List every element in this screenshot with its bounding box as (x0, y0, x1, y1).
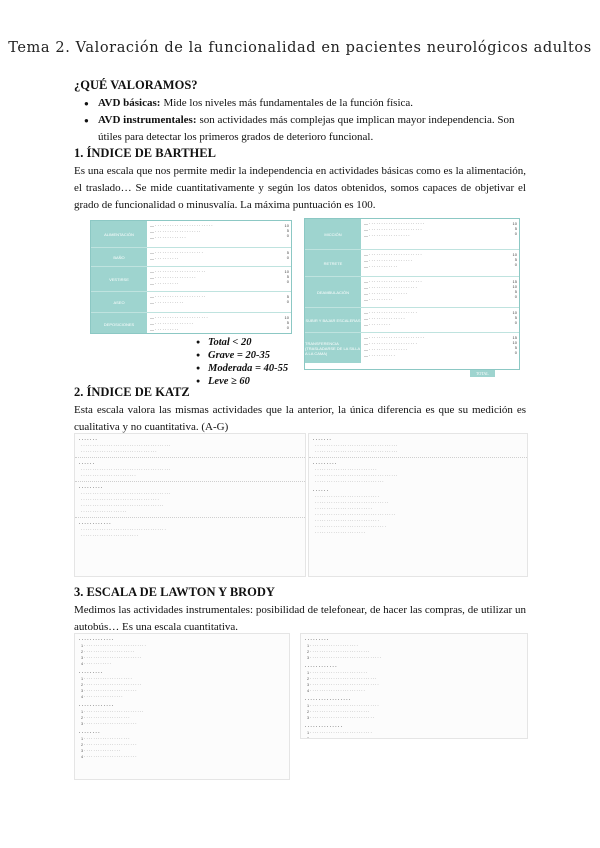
level-item: ● Leve ≥ 60 (196, 375, 288, 388)
barthel-label: MICCIÓN (305, 219, 361, 249)
barthel-total-label: TOTAL (470, 370, 495, 377)
katz-table-image: · · · · · · · · · · · · · · · · · · · · · · · · · · · · · · · · · · · · · · · · · · · · · · · · · · · · · · · · · · · · · · · · · · · · · · · · · · · · · · · · · · · · · · · · · · · · · · · · · · · · · · · · · · · · · · · · · · · · · · · · · · · · · · · · · · · · · · · · · · · · · · · · · · · · · · · · · · · · · · · · · · · · · · · · · · · · · · · · · · · · · · · · · · · · · · · · · · · · · · · · · · · · · · · · · · · · · · · · · · · · · · · · · · · · · · · · · · · · · · · · · · · · · · · · · · · · · · · · · · · · · · · · · · · · · · · · · · · · · · · · · · · · · · · · · · · · · · · · · · · · · · · · · · · · · · · · · · · · · · · · · · · · · · · · · · · · · · · · · · · · · · · · · · · · · · · · · · · · · · · · (74, 433, 306, 577)
item-text: Mide los niveles más fundamentales de la función física. (163, 97, 414, 109)
heading-lawton-brody: 3. ESCALA DE LAWTON Y BRODY (74, 585, 275, 599)
barthel-paragraph: Es una escala que nos permite medir la independencia en actividades básicas como es la alimentación, el traslado… Se mide cuantitativamente y según los datos obtenidos, somos capaces de objetivar el grado de funcionalidad o minusvalía. La máxima puntuación es 100. (74, 165, 526, 211)
barthel-label: TRANSFERENCIA (TRASLADARSE DE LA SILLA A LA CAMA) (305, 333, 361, 363)
katz-paragraph: Esta escala valora las mismas actividades que la anterior, la única diferencia es que su medición es cualitativa y no cuantitativa. (A-G) (74, 404, 526, 433)
item-text: son actividades más complejas que implican mayor independencia. Son útiles para detectar los primeros grados de deterioro funcional. (98, 114, 515, 143)
katz-table-image-right: · · · · · · · · · · · · · · · · · · · · · · · · · · · · · · · · · · · · · · · · · · · · · · · · · · · · · · · · · · · · · · · · · · · · · · · · · · · · · · · · · · · · · · · · · · · · · · · · · · · · · · · · · · · · · · · · · · · · · · · · · · · · · · · · · · · · · · · · · · · · · · · · · · · · · · · · · · · · · · · · · · · · · · · · · · · · · · · · · · · · · · · · · · · · · · · · · · · · · · · · · · · · · · · · · · · · · · · · · · · · · · · · · · · · · · · · · · · · · · · · · · · · · · · · · · · · · · · · · · · · · · · · · · · · · · · · · · · · · · · · · · · · · · · · · · · · · · · · · · · · · · · · · · · · · · · · · · · · · · · · · · · · · · · · · · · · · · · · · · · · · · · · · · · · · · · · · · · · · · · · · · · · · · · · · · · · · · · · · · · · · · · · · · · · (308, 433, 528, 577)
level-item: ● Moderada = 40-55 (196, 362, 288, 375)
barthel-label: RETRETE (305, 250, 361, 276)
barthel-label: ALIMENTACIÓN (91, 221, 147, 247)
barthel-label: VESTIRSE (91, 267, 147, 291)
barthel-label: DEAMBULACIÓN (305, 277, 361, 307)
item-label: AVD básicas: (98, 97, 161, 109)
barthel-label: SUBIR Y BAJAR ESCALERAS (305, 308, 361, 332)
barthel-table-right: MICCIÓN — · · · · · · · · · · · · · · · · · · · · · · · — · · · · · · · · · · · · · · · · · · · · · · — · · · · · · · · · · · · · · · · · 10 5 0 RETRETE — · · · · · · · · · · · · · · · · · · · · · · — · · · · · · · · · · · · · · · · · · — · · · · · · · · · · · · 10 5 0 DEAMBULACIÓN — · · · · · · · · · · · · · · · · · · · · · · — · · · · · · · · · · · · · · · · · · · · — · · · · · · · · · · · · · · · · — · · · · · · · · · · 15 10 5 0 SUBIR Y BAJAR ESCALERAS — · · · · · · · · · · · · · · · · · · · · — · · · · · · · · · · · · · · · — · · · · · · · · · 10 5 0 TRANSFERENCIA (TRASLADARSE DE LA SILLA A LA CAMA) — · · · · · · · · · · · · · · · · · · · · · · · — · · · · · · · · · · · · · · · · · · · · — · · · · · · · · · · · · · · · · — · · · · · · · · · · · 15 10 5 0 (304, 218, 520, 370)
heading-barthel: 1. ÍNDICE DE BARTHEL (74, 146, 216, 160)
list-item (84, 112, 534, 146)
barthel-label: BAÑO (91, 248, 147, 266)
assessment-list (84, 95, 534, 146)
item-label: AVD instrumentales: (98, 114, 197, 126)
page-title: Tema 2. Valoración de la funcionalidad en pacientes neurológicos adultos (8, 40, 592, 56)
barthel-table-left: ALIMENTACIÓN — · · · · · · · · · · · · · · · · · · · · · · · · — · · · · · · · · · · · · · · · · · · · — · · · · · · · · · · · · · 10 5 0 BAÑO — · · · · · · · · · · · · · · · · · · · · — · · · · · · · · · · 5 0 VESTIRSE — · · · · · · · · · · · · · · · · · · · · · — · · · · · · · · · · · · · · · · · — · · · · · · · · · · 10 5 0 ASEO — · · · · · · · · · · · · · · · · · · · · · — · · · · · · · · · · · · 5 0 DEPOSICIONES — · · · · · · · · · · · · · · · · · · · · · · — · · · · · · · · · · · · · · · · — · · · · · · · · · · 10 5 0 (90, 220, 292, 334)
lawton-paragraph: Medimos las actividades instrumentales: posibilidad de telefonear, de hacer las compras, de utilizar un autobús… Es una escala cuantitativa. (74, 604, 526, 633)
barthel-levels (196, 336, 288, 388)
level-item: ● Total < 20 (196, 336, 288, 349)
barthel-label: ASEO (91, 292, 147, 312)
list-item (84, 95, 534, 112)
heading-what-we-assess: ¿QUÉ VALORAMOS? (74, 78, 198, 92)
lawton-table-image-right: · · · · · · · · · 1 · · · · · · · · · · · · · · · · · · · · · 2 · · · · · · · · · · · · · · · · · · · · · · · · · · 3 · · · · · · · · · · · · · · · · · · · · · · · · · · · · · · · · · · · · · · · · · · · 1 · · · · · · · · · · · · · · · · · · · · · · · · · 2 · · · · · · · · · · · · · · · · · · · · · · · · · · · · · 3 · · · · · · · · · · · · · · · · · · · · · · · · · · · · · · 4 · · · · · · · · · · · · · · · · · · · · · · · · · · · · · · · · · · · · · · · · · 1 · · · · · · · · · · · · · · · · · · · · · · · · · · · · · · 2 · · · · · · · · · · · · · · · · · · · · · · · · · · 3 · · · · · · · · · · · · · · · · · · · · · · · · · · · · · · · · · · · · · · · · · · 1 · · · · · · · · · · · · · · · · · · · · · · · · · · · 2 · · · · · · · · · · · · · · · · · · · · · · · · · · · · · · (300, 633, 528, 739)
lawton-table-image: · · · · · · · · · · · · · 1 · · · · · · · · · · · · · · · · · · · · · · · · · · · 2 · · · · · · · · · · · · · · · · · · · · · · 3 · · · · · · · · · · · · · · · · · · · · · · · · · 4 · · · · · · · · · · · · · · · · · · · · · 1 · · · · · · · · · · · · · · · · · · · · · 2 · · · · · · · · · · · · · · · · · · · · · · · · · 3 · · · · · · · · · · · · · · · · · · · · · · · 4 · · · · · · · · · · · · · · · · · · · · · · · · · · · · · · 1 · · · · · · · · · · · · · · · · · · · · · · · · · · 2 · · · · · · · · · · · · · · · · · · · · 3 · · · · · · · · · · · · · · · · · · · · · · · · · · · · · · · 1 · · · · · · · · · · · · · · · · · · · · 2 · · · · · · · · · · · · · · · · · · · · · · · 3 · · · · · · · · · · · · · · · · 4 · · · · · · · · · · · · · · · · · · · · · · · (74, 633, 290, 780)
heading-katz: 2. ÍNDICE DE KATZ (74, 385, 190, 399)
level-item: ● Grave = 20-35 (196, 349, 288, 362)
barthel-label: DEPOSICIONES (91, 313, 147, 334)
